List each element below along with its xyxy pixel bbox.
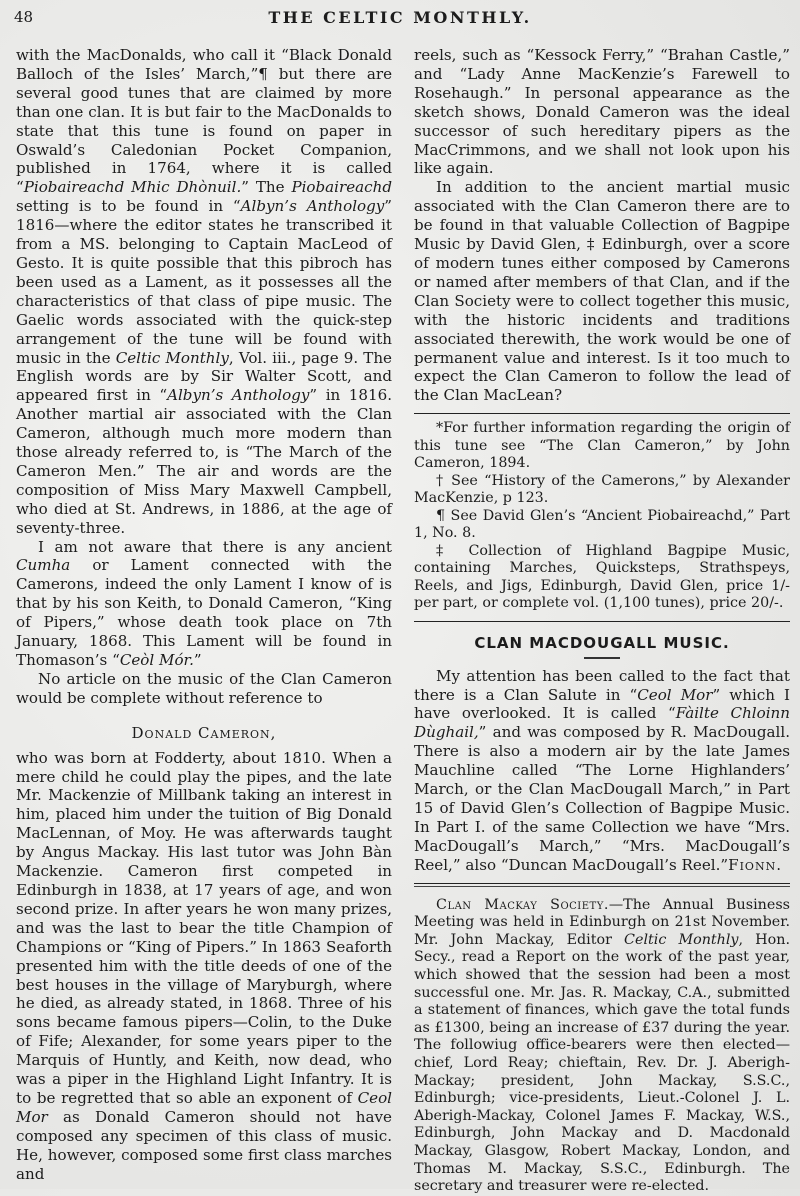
paragraph: reels, such as “Kessock Ferry,” “Brahan Castle,” and “Lady Anne MacKenzie’s Farewell to Rosehaugh.” In personal appearance as the sketch shows, Donald Cameron was the ideal successor of such hereditary pipers as the MacCrimmons, and we shall not look upon his like again.: [414, 46, 790, 178]
footnote: † See “History of the Camerons,” by Alexander MacKenzie, p 123.: [414, 472, 790, 507]
right-column: [414, 46, 790, 1196]
double-divider: [414, 883, 790, 887]
paragraph: who was born at Fodderty, about 1810. When a mere child he could play the pipes, and the late Mr. Mackenzie of Millbank taking an interest in him, placed him under the tuition of Big Donald MacLennan, of Moy. He was afterwards taught by Angus Mackay. His last tutor was John Bàn Mackenzie. Cameron first competed in Edinburgh in 1838, at 17 years of age, and won second prize. In after years he won many prizes, and was the last to bear the title Champion of Champions or “King of Pipers.” In 1863 Seaforth presented him with the title deeds of one of the best houses in the village of Maryburgh, where he died, as already stated, in 1868. Three of his sons became famous pipers—Colin, to the Duke of Fife; Alexander, for some years piper to the Marquis of Huntly, and Keith, now dead, who was a piper in the Highland Light Infantry. It is to be regretted that so able an exponent of Ceol Mor as Donald Cameron should not have composed any specimen of this class of music. He, however, composed some first class marches and: [16, 748, 392, 1183]
paragraph: No article on the music of the Clan Cameron would be complete without reference to: [16, 669, 392, 707]
paragraph: with the MacDonalds, who call it “Black Donald Balloch of the Isles’ March,”¶ but there are several good tunes that are claimed by more than one clan. It is but fair to the MacDonalds to state that this tune is found on paper in Oswald’s Caledonian Pocket Companion, published in 1764, where it is called “Piobaireachd Mhic Dhònuil.” The Piobaireachd setting is to be found in “Albyn’s Anthology” 1816—where the editor states he transcribed it from a MS. belonging to Captain MacLeod of Gesto. It is quite possible that this pibroch has been used as a Lament, as it possesses all the characteristics of that class of pipe music. The Gaelic words associated with the quick-step arrangement of the tune will be found with music in the Celtic Monthly, Vol. iii., page 9. The English words are by Sir Walter Scott, and appeared first in “Albyn’s Anthology” in 1816. Another martial air associated with the Clan Cameron, although much more modern than those already referred to, is “The March of the Cameron Men.” The air and words are the composition of Miss Mary Maxwell Campbell, who died at St. Andrews, in 1886, at the age of seventy-three.: [16, 46, 393, 537]
subheading: Donald Cameron,: [131, 723, 277, 742]
section-title: CLAN MACDOUGALL MUSIC.: [474, 633, 730, 652]
divider: [414, 413, 790, 414]
running-head: THE CELTIC MONTHLY.: [268, 8, 532, 27]
news-lead: Clan Mackay Society.: [436, 896, 609, 913]
page-number: 48: [14, 8, 34, 26]
author-signature: Fionn.: [728, 855, 782, 874]
paragraph: My attention has been called to the fact that there is a Clan Salute in “Ceol Mor” which I have overlooked. It is called “Fàilte Chloinn Dùghail,” and was composed by R. MacDougall. There is also a modern air by the late James Mauchline called “The Lorne Highlanders’ March, or the Clan MacDougall March,” in Part 15 of David Glen’s Collection of Bagpipe Music. In Part I. of the same Collection we have “Mrs. MacDougall’s March,” “Mrs. MacDougall’s Reel,” also “Duncan MacDougall’s Reel.”: [414, 666, 790, 874]
short-divider: [584, 657, 620, 659]
footnote: *For further information regarding the origin of this tune see “The Clan Cameron,” by John Cameron, 1894.: [414, 420, 790, 472]
footnotes: [414, 420, 790, 613]
divider: [414, 621, 790, 622]
footnote: ¶ See David Glen’s “Ancient Piobaireachd,” Part 1, No. 8.: [414, 507, 790, 542]
left-column: [16, 46, 392, 1183]
paragraph: In addition to the ancient martial music associated with the Clan Cameron there are to be found in that valuable Collection of Bagpipe Music by David Glen, ‡ Edinburgh, over a score of modern tunes either composed by Camerons or named after members of that Clan, and if the Clan Society were to collect together this music, with the historic incidents and traditions associated therewith, the work would be one of permanent value and interest. Is it too much to expect the Clan Cameron to follow the lead of the Clan MacLean?: [414, 178, 790, 405]
news-item: Clan Mackay Society.—The Annual Business Meeting was held in Edinburgh on 21st November. Mr. John Mackay, Editor Celtic Monthly, Hon. Secy., read a Report on the work of the past year, which showed that the session had been a most successful one. Mr. Jas. R. Mackay, C.A., submitted a statement of finances, which gave the total funds as £1300, being an increase of £37 during the year. The followiug office-bearers were then elected—chief, Lord Reay; chieftain, Rev. Dr. J. Aberigh-Mackay; president, John Mackay, S.S.C., Edinburgh; vice-presidents, Lieut.-Colonel J. L. Aberigh-Mackay, Colonel James F. Mackay, W.S., Edinburgh, John Mackay and D. Macdonald Mackay, Glasgow, Robert Mackay, London, and Thomas M. Mackay, S.S.C., Edinburgh. The secretary and treasurer were re-elected.: [414, 896, 790, 1195]
paragraph: I am not aware that there is any ancient Cumha or Lament connected with the Camerons, indeed the only Lament I know of is that by his son Keith, to Donald Cameron, “King of Pipers,” whose death took place on 7th January, 1868. This Lament will be found in Thomason’s “Ceòl Mór.”: [16, 537, 392, 669]
footnote: ‡ Collection of Highland Bagpipe Music, containing Marches, Quicksteps, Strathspeys, Reels, and Jigs, Edinburgh, David Glen, price 1/- per part, or complete vol. (1,100 tunes), price 20/-.: [414, 542, 790, 612]
